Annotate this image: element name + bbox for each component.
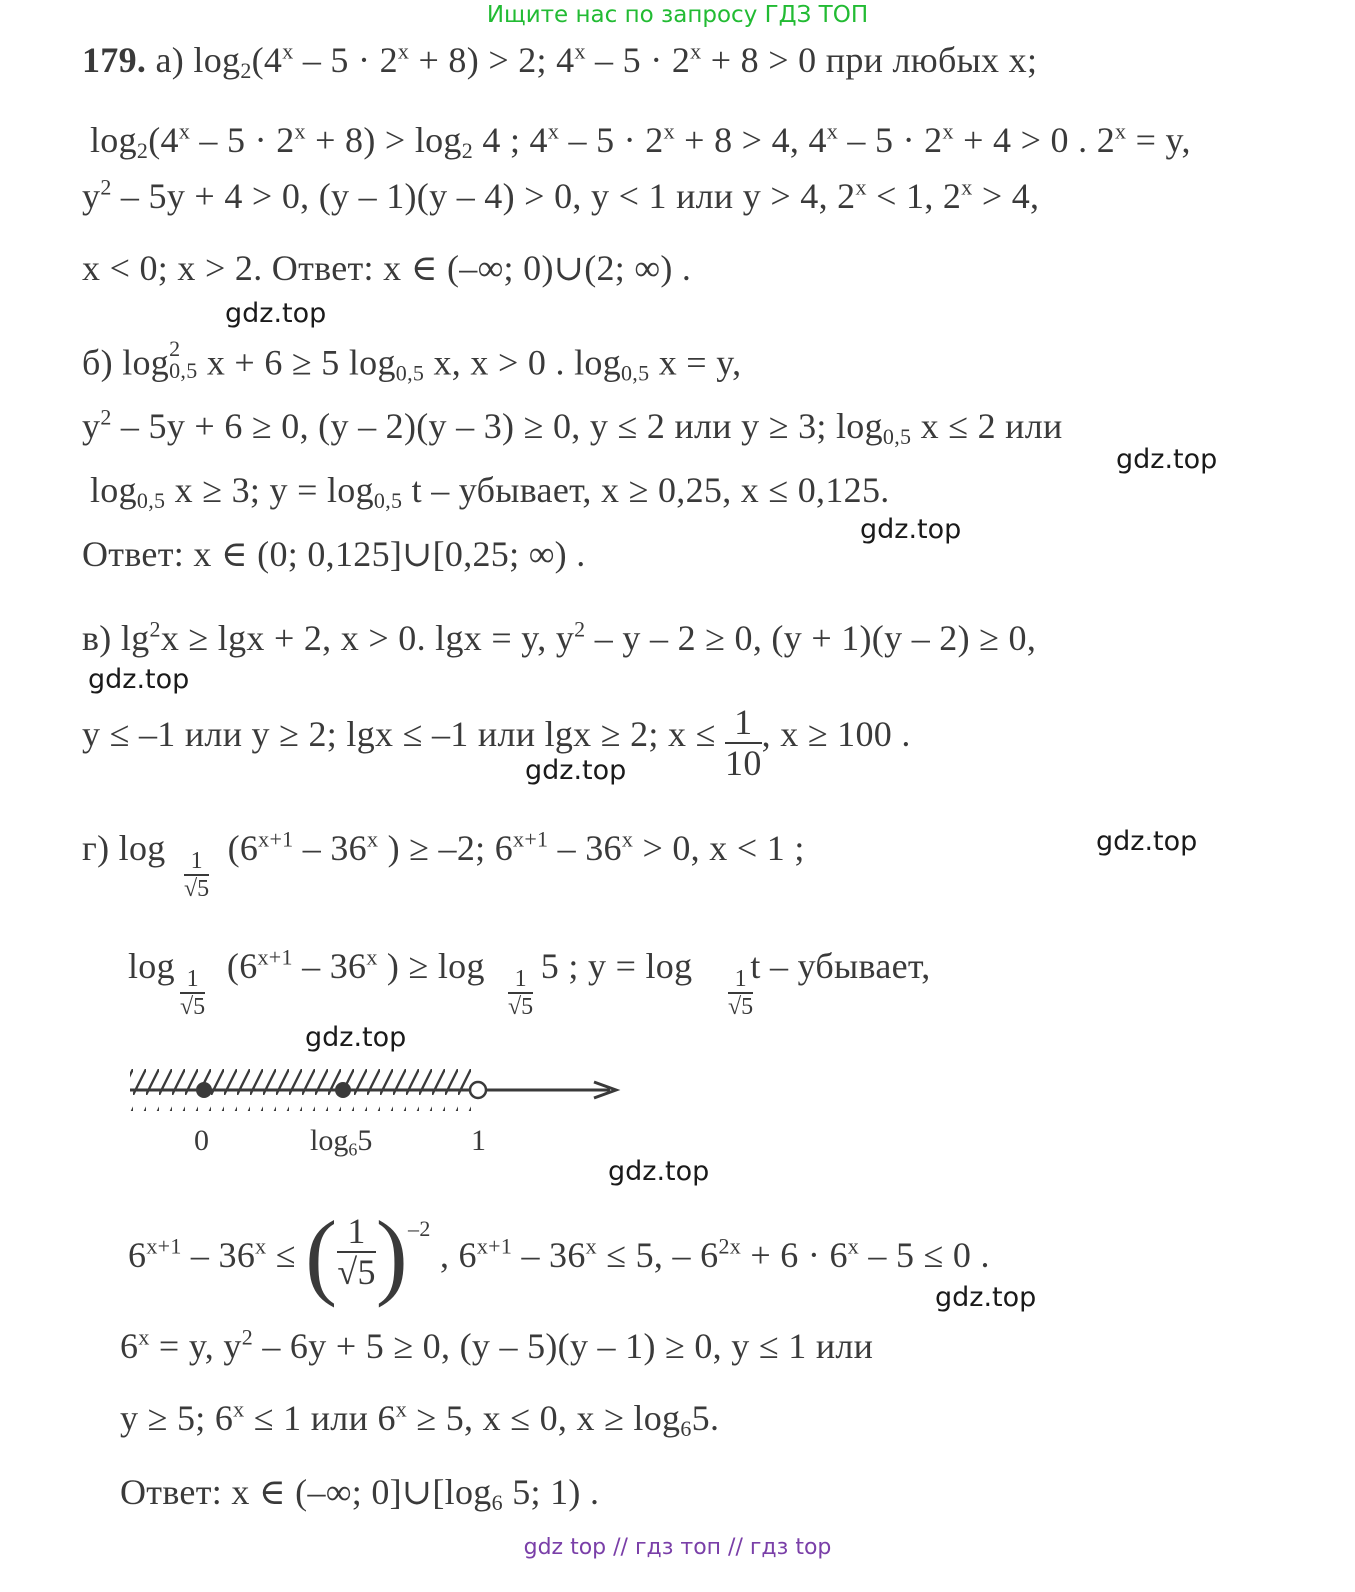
numline-label-zero: 0 <box>194 1124 209 1157</box>
g-line-2: $\log (6^{x+1} - 36^x$ ) ≥ log 5 ; y = log t – убывает, <box>128 944 931 986</box>
numline-label-one: 1 <box>471 1124 486 1157</box>
g-line-1: г) $\log (6^{x+1} - 36^x$ ) ≥ –2; $6^{x+1} - 36^x > 0$, x < 1 ; <box>82 826 805 868</box>
a-line-3: $y^2 - 5y + 4 > 0$, (y – 1)(y – 4) > 0, y < 1 или y > 4, $2^x < 1$, $2^x > 4$, <box>82 174 1040 216</box>
watermark: gdz.top <box>305 1022 407 1053</box>
v-line-2: y ≤ –1 или y ≥ 2; lgx ≤ –1 или lgx ≥ 2; x ≤ $\frac{1}{10}$ , x ≥ 100 . <box>82 702 911 783</box>
b-line-2: $y^2 - 5y + 6 \ge 0$, (y – 2)(y – 3) ≥ 0, y ≤ 2 или y ≥ 3; $\log_{0,5} x \le 2$ или <box>82 404 1063 450</box>
g-answer: Ответ: x ∈ (–∞; $0]\cup[\log_6$ 5; 1) . <box>120 1472 600 1516</box>
watermark: gdz.top <box>225 298 327 329</box>
v-line-1: в) $\lg^2x \ge \lg x + 2$, x > 0. lgx = y, $y^2 - y - 2 \ge 0$, (y + 1)(y – 2) ≥ 0, <box>82 616 1037 658</box>
b-answer: Ответ: x ∈ (0; 0,125]∪[0,25; ∞) . <box>82 534 586 574</box>
watermark: gdz.top <box>860 514 962 545</box>
watermark: gdz.top <box>1096 826 1198 857</box>
b-line-3: $\log_{0,5} x \ge 3$; $y = \log_{0,5} t$ – убывает, x ≥ 0,25, x ≤ 0,125. <box>90 470 890 514</box>
watermark: gdz.top <box>935 1282 1037 1313</box>
numline-label-log: $\log_65$ <box>310 1124 373 1160</box>
problem-number: 179. <box>82 40 147 80</box>
watermark: gdz.top <box>1116 444 1218 475</box>
a-line-1: 179. а) $\log_2(4^x - 5 \cdot 2^x + 8) > 2$; $4^x - 5 \cdot 2^x + 8 > 0$ при любых x; <box>82 38 1038 84</box>
g-line-4: $6^x = y$, $y^2 - 6y + 5 \ge 0$, (y – 5)(y – 1) ≥ 0, y ≤ 1 или <box>120 1324 874 1366</box>
point-one-open <box>470 1082 486 1098</box>
g-line-3: $6^{x+1} - 36^x$ ≤ ( $\frac{1}{√5}$ )$^{-2}$ , $6^{x+1} - 36^x \le 5$, – $6^{2x} + 6 \cdot 6^x - 5 \le 0$ . <box>128 1200 990 1308</box>
g-line-5: y ≥ 5; $6^x \le 1$ или $6^x \ge 5$, x ≤ 0, $x \ge \log_65$. <box>120 1396 720 1442</box>
a-answer: x < 0; x > 2. Ответ: x ∈ (–∞; 0)∪(2; ∞) . <box>82 248 692 288</box>
footer-links[interactable]: gdz top // гдз топ // гдз top <box>523 1535 832 1560</box>
log-base-fraction: 1 √5 <box>728 966 754 1021</box>
fraction-one-tenth: $\frac{1}{10}$ <box>725 702 762 783</box>
log-base-fraction: 1 √5 <box>180 966 206 1021</box>
point-log6-5 <box>335 1082 351 1098</box>
log-base-fraction: 1 √5 <box>508 966 534 1021</box>
a-line-2: $\log_2(4^x - 5 \cdot 2^x + 8) > \log_2 4$ ; $4^x - 5 \cdot 2^x + 8 > 4$, $4^x - 5 \cdot 2^x + 4 > 0$ . $2^x = y$, <box>90 118 1191 164</box>
point-zero <box>196 1082 212 1098</box>
log-base-fraction: 1 √5 <box>184 848 210 903</box>
b-line-1: б) log 2 0,5 x + 6 ≥ 5 $\log_{0,5} x$, x > 0 . $\log_{0,5} x = y$, <box>82 336 742 386</box>
watermark: gdz.top <box>608 1156 710 1187</box>
search-banner[interactable]: Ищите нас по запросу ГДЗ ТОП <box>486 2 869 28</box>
watermark: gdz.top <box>88 664 190 695</box>
watermark: gdz.top <box>525 755 627 786</box>
number-line-diagram <box>120 1055 640 1125</box>
